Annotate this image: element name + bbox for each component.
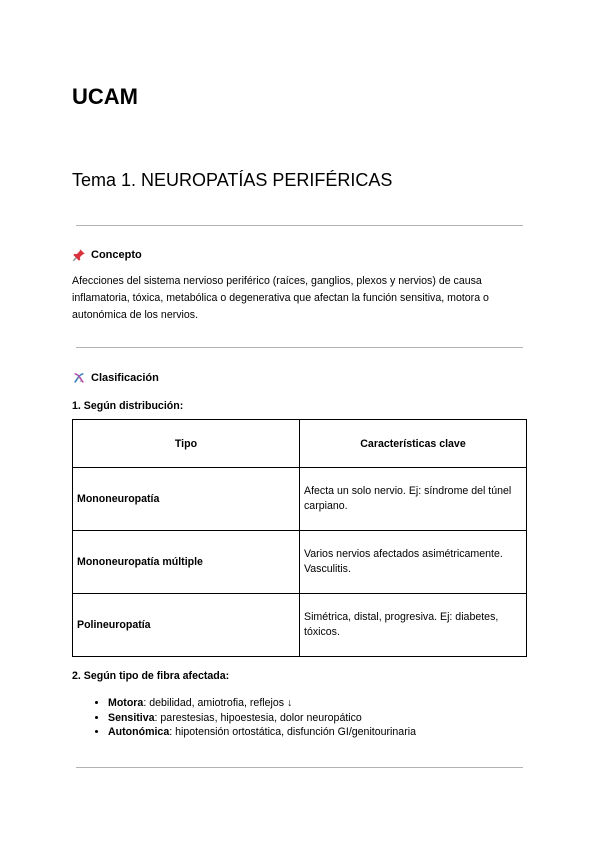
clasificacion-heading [72, 371, 159, 385]
table-cell-tipo: Polineuropatía [73, 594, 300, 657]
classification-table [72, 419, 527, 657]
divider [76, 225, 523, 226]
pushpin-icon [72, 248, 86, 262]
concepto-heading [72, 248, 142, 262]
dna-icon [72, 371, 86, 385]
table-cell-caracteristicas: Afecta un solo nervio. Ej: síndrome del túnel carpiano. [300, 468, 527, 531]
list-item [108, 711, 416, 726]
table-cell-caracteristicas: Simétrica, distal, progresiva. Ej: diabetes, tóxicos. [300, 594, 527, 657]
table-row [73, 594, 527, 657]
table-row [73, 468, 527, 531]
fiber-desc: : debilidad, amiotrofia, reflejos ↓ [143, 697, 293, 709]
list-item [108, 725, 416, 740]
fiber-list [90, 696, 416, 740]
fiber-term: Sensitiva [108, 711, 155, 724]
clasificacion-heading-label: Clasificación [91, 372, 159, 384]
brand-title: UCAM [72, 84, 138, 109]
list-item [108, 696, 416, 711]
table-cell-tipo: Mononeuropatía [73, 468, 300, 531]
page-title: Tema 1. NEUROPATÍAS PERIFÉRICAS [72, 170, 393, 190]
table-cell-tipo: Mononeuropatía múltiple [73, 531, 300, 594]
concepto-heading-label: Concepto [91, 249, 142, 261]
distribution-heading: 1. Según distribución: [72, 400, 184, 412]
concepto-paragraph: Afecciones del sistema nervioso periférico (raíces, ganglios, plexos y nervios) de causa inflamatoria, tóxica, metabólica o degenerativa que afectan la función sensitiva, motora o autonómica de los nervios. [72, 275, 489, 321]
table-header-caracteristicas: Características clave [300, 420, 527, 468]
divider [76, 767, 523, 768]
fiber-desc: : parestesias, hipoestesia, dolor neuropático [154, 711, 362, 724]
divider [76, 347, 523, 348]
fiber-desc: : hipotensión ortostática, disfunción GI/genitourinaria [169, 726, 416, 738]
fiber-term: Autonómica [108, 726, 170, 738]
table-cell-caracteristicas: Varios nervios afectados asimétricamente. Vasculitis. [300, 531, 527, 594]
table-header-tipo: Tipo [73, 420, 300, 468]
fiber-term: Motora [108, 697, 144, 709]
table-row [73, 531, 527, 594]
table-header-row [73, 420, 527, 468]
fiber-heading: 2. Según tipo de fibra afectada: [72, 670, 230, 682]
